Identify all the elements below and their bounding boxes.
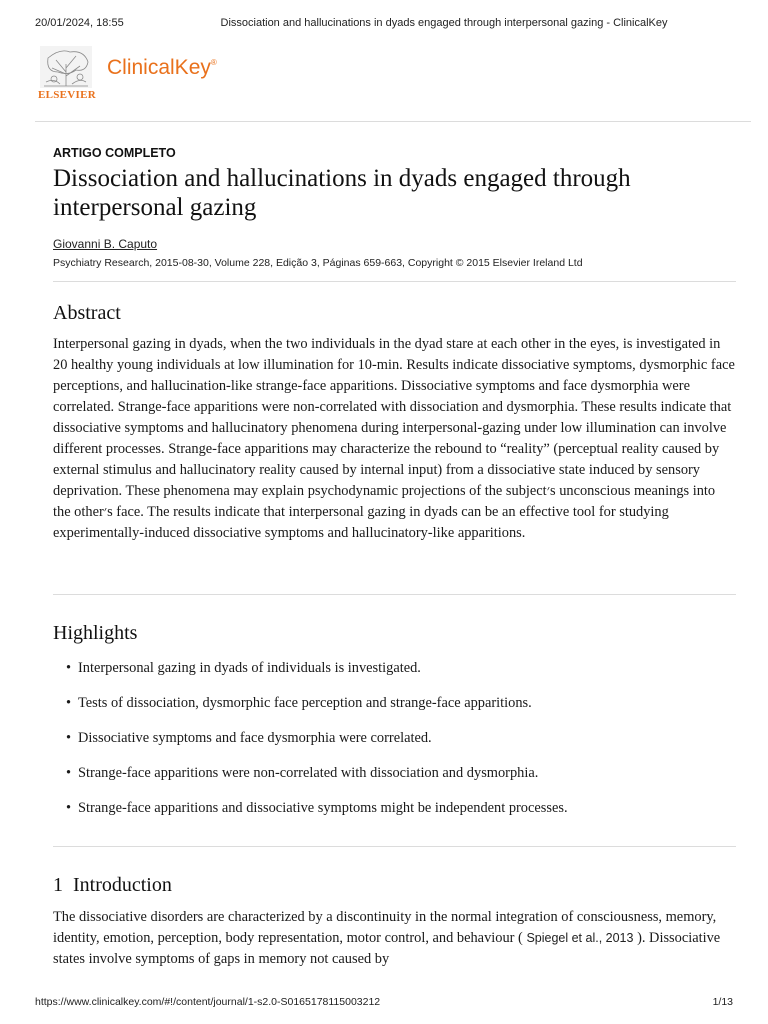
header-divider xyxy=(35,121,751,122)
elsevier-wordmark: ELSEVIER xyxy=(37,89,97,101)
registered-mark: ® xyxy=(210,58,217,67)
page-url: https://www.clinicalkey.com/#!/content/journal/1-s2.0-S0165178115003212 xyxy=(35,996,381,1008)
introduction-text xyxy=(53,907,736,970)
article-type-label: ARTIGO COMPLETO xyxy=(53,146,176,160)
clinicalkey-wordmark xyxy=(107,56,217,80)
elsevier-tree-icon xyxy=(40,46,92,88)
citation-divider xyxy=(53,281,736,282)
clinicalkey-logo[interactable] xyxy=(37,46,277,102)
highlights-divider xyxy=(53,846,736,847)
section-title: Introduction xyxy=(73,874,172,896)
highlight-text: Tests of dissociation, dysmorphic face perception and strange-face apparitions. xyxy=(78,695,532,711)
highlights-list xyxy=(66,658,736,833)
highlights-heading: Highlights xyxy=(53,622,138,644)
highlight-item xyxy=(66,728,736,763)
intro-text-part: ). Dissociative states involve symptoms of gaps in memory not caused by xyxy=(53,930,721,967)
intro-text-part: The dissociative disorders are characterized by a discontinuity in the normal integration of consciousness, memory, identity, emotion, perception, body representation, motor control, and behaviour ( xyxy=(53,909,717,946)
print-page-title: Dissociation and hallucinations in dyads engaged through interpersonal gazing - ClinicalKey xyxy=(220,17,668,29)
introduction-heading xyxy=(53,874,172,897)
section-number: 1 xyxy=(53,874,63,896)
bullet: • xyxy=(66,800,72,816)
bullet: • xyxy=(66,695,72,711)
abstract-heading: Abstract xyxy=(53,302,121,324)
highlight-text: Dissociative symptoms and face dysmorphia were correlated. xyxy=(78,730,432,746)
highlight-text: Strange-face apparitions and dissociative symptoms might be independent processes. xyxy=(78,800,568,816)
page-number: 1/13 xyxy=(712,996,733,1008)
print-date: 20/01/2024, 18:55 xyxy=(35,17,124,29)
reference-link[interactable]: Spiegel et al., 2013 xyxy=(526,931,634,945)
highlight-text: Strange-face apparitions were non-correlated with dissociation and dysmorphia. xyxy=(78,765,539,781)
print-footer xyxy=(35,996,733,1008)
highlight-item xyxy=(66,693,736,728)
citation-line: Psychiatry Research, 2015-08-30, Volume 228, Edição 3, Páginas 659-663, Copyright © 2015 Elsevier Ireland Ltd xyxy=(53,257,583,269)
bullet: • xyxy=(66,660,72,676)
article-title: Dissociation and hallucinations in dyads engaged through interpersonal gazing xyxy=(53,165,631,221)
highlight-text: Interpersonal gazing in dyads of individuals is investigated. xyxy=(78,660,421,676)
abstract-divider xyxy=(53,594,736,595)
bullet: • xyxy=(66,765,72,781)
author-link[interactable]: Giovanni B. Caputo xyxy=(53,237,158,251)
highlight-item xyxy=(66,798,736,833)
highlight-item xyxy=(66,658,736,693)
bullet: • xyxy=(66,730,72,746)
highlight-item xyxy=(66,763,736,798)
abstract-text: Interpersonal gazing in dyads, when the two individuals in the dyad stare at each other in the eyes, is investigated in 20 healthy young individuals at low illumination for 10-min. Results indicate dissociative symptoms, dysmorphic face perceptions, and hallucination-like strange-face apparitions. Dissociative symptoms and face dysmorphia were correlated. Strange-face apparitions were non-correlated with dissociation and dysmorphia. These results indicate that dissociative symptoms and hallucinatory phenomena during interpersonal-gazing under low illumination can involve different processes. Strange-face apparitions may characterize the rebound to “reality” (perceptual reality caused by external stimulus and hallucinatory reality caused by internal input) from a dissociative state induced by sensory deprivation. These phenomena may explain psychodynamic projections of the subject׳s unconscious meanings into the other׳s face. The results indicate that interpersonal gazing in dyads can be an effective tool for studying experimentally-induced dissociative symptoms and hallucinatory-like apparitions. xyxy=(53,336,735,541)
clinicalkey-text: ClinicalKey xyxy=(107,56,211,79)
